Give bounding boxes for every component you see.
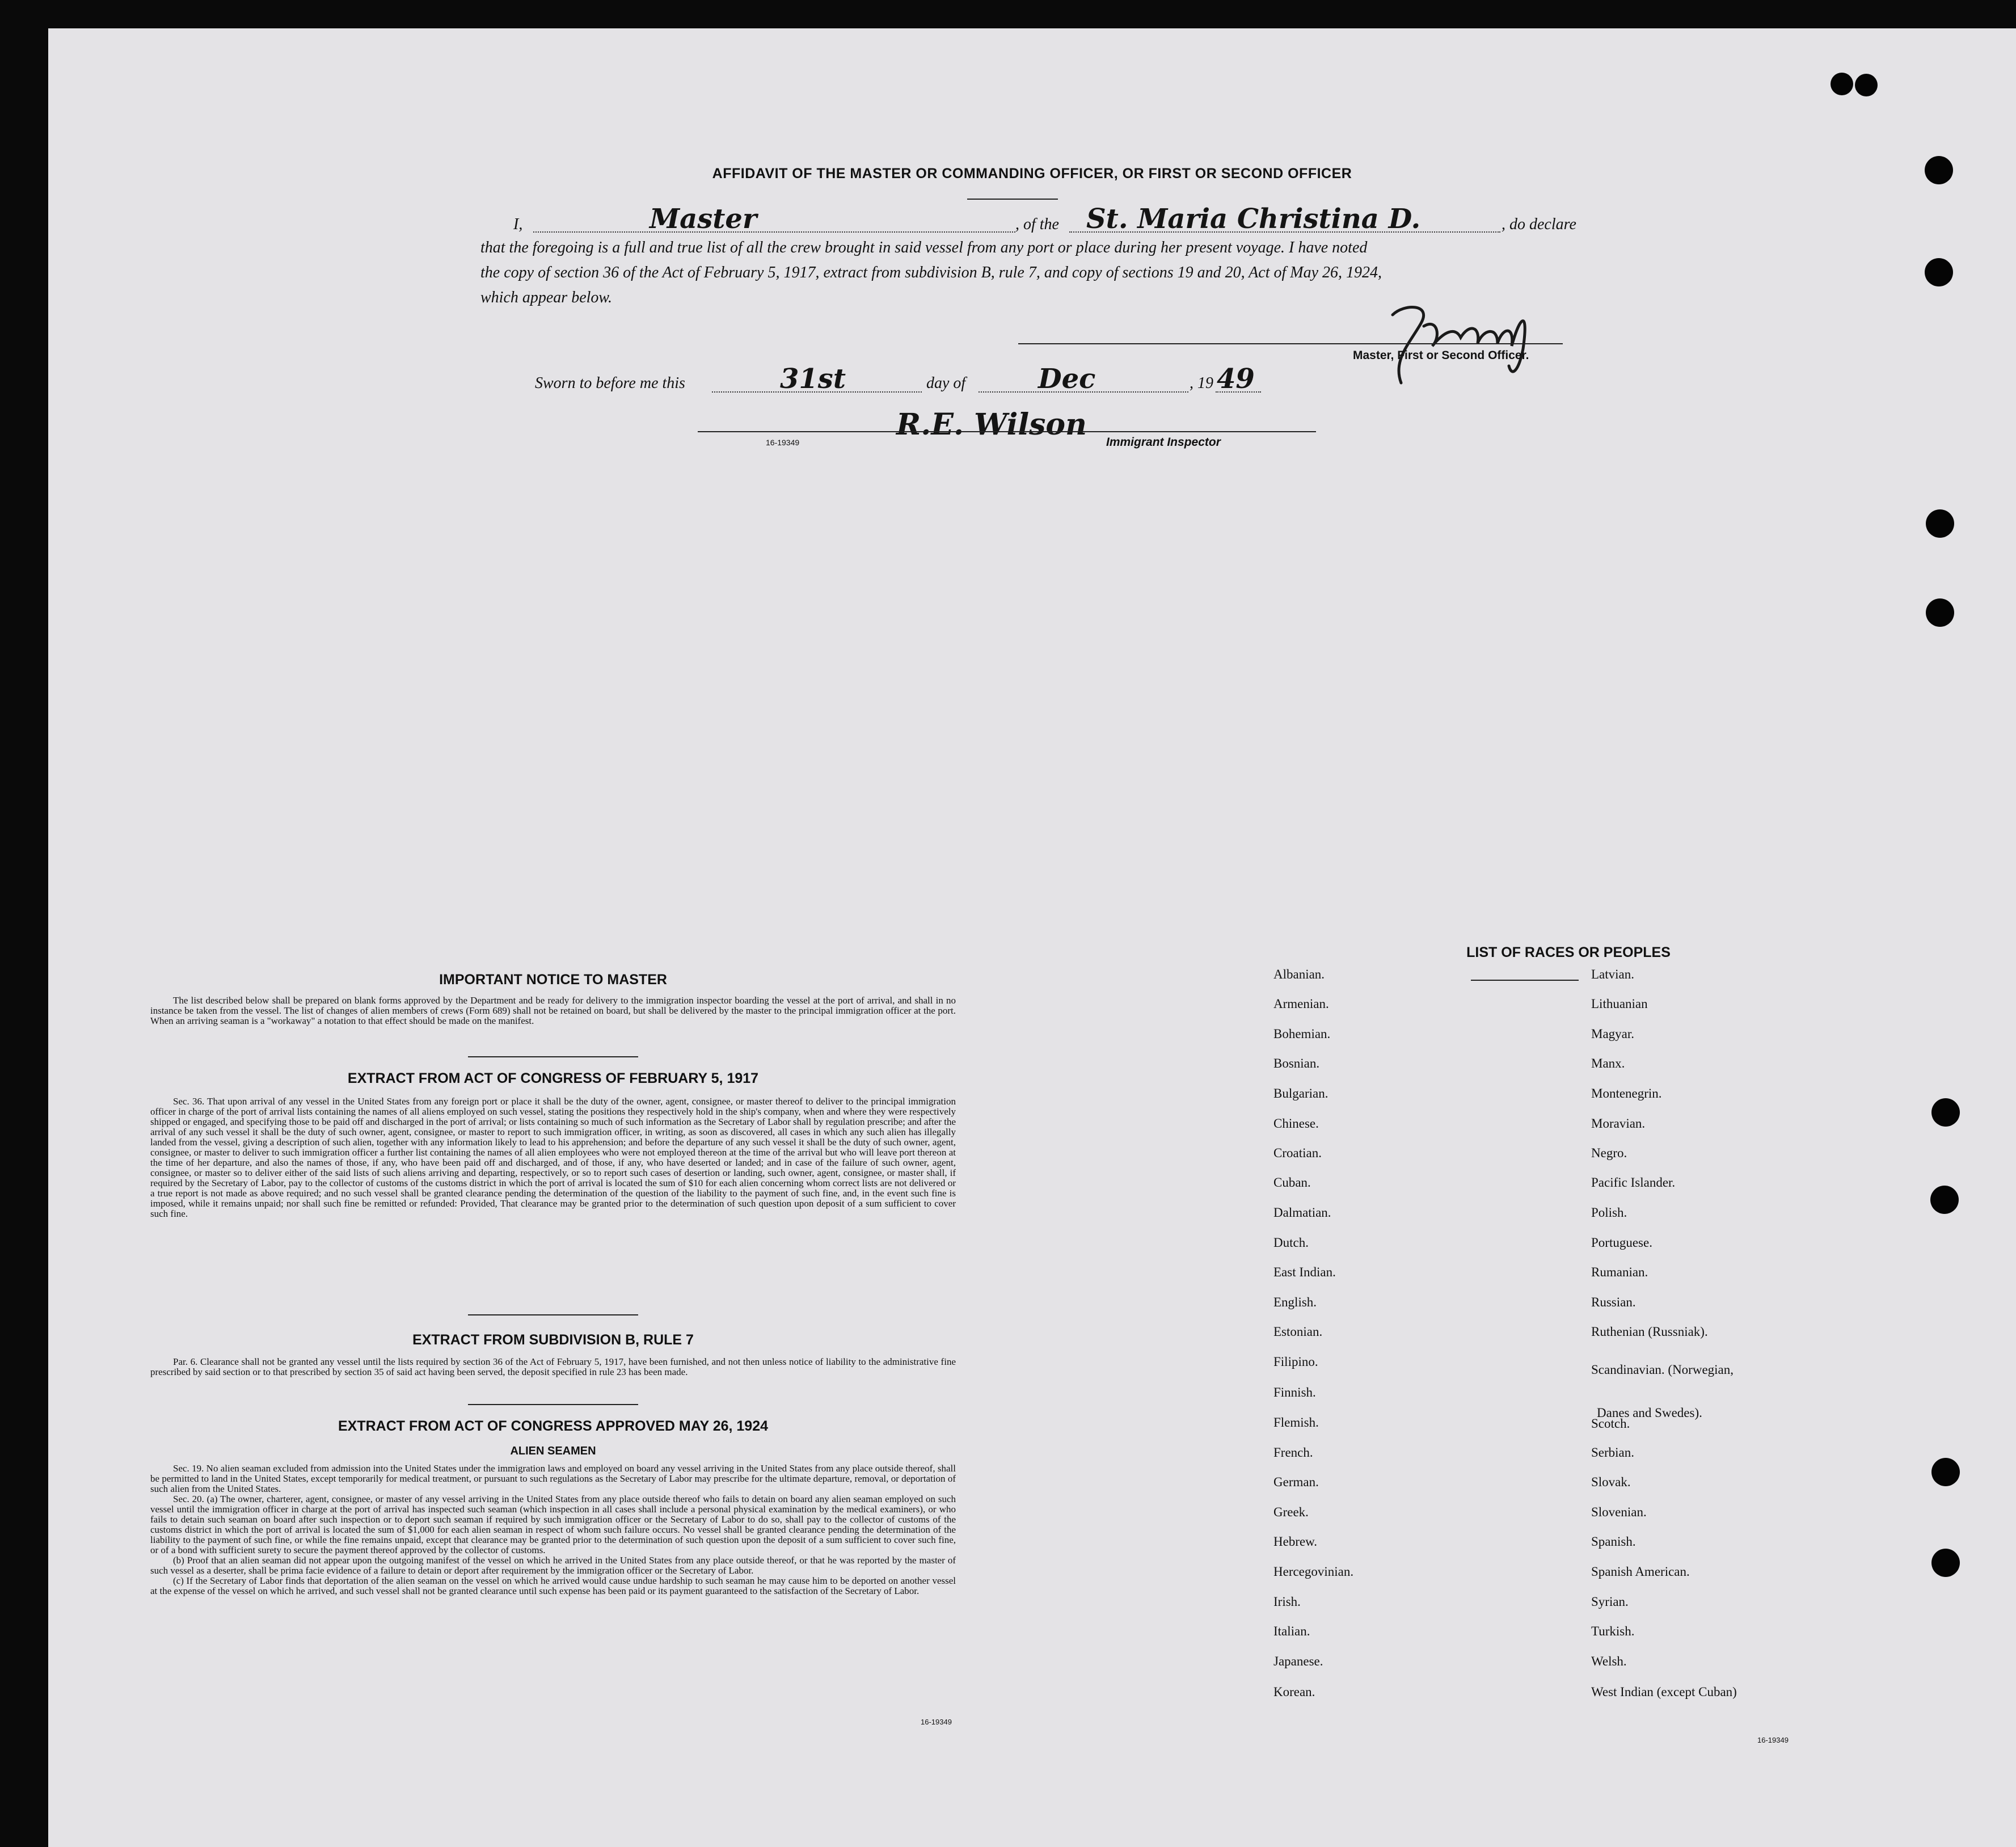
race-item: Lithuanian	[1591, 997, 1648, 1011]
divider	[468, 1314, 638, 1315]
race-item: Dalmatian.	[1273, 1205, 1331, 1220]
race-item: Latvian.	[1591, 967, 1634, 981]
notice-paragraph: The list described below shall be prepared on blank forms approved by the Department and be ready for delivery to the immigration inspector boarding the vessel at the port of arrival, and shall in no instance be taken from the vessel. The list of changes of alien members of crews (Form 689) shall not be retained on board, but shall be delivered by the master to the principal immigration officer at the port. When an arriving seaman is a "workaway" a notation to that effect should be made on the manifest.	[150, 995, 956, 1026]
race-item: Hebrew.	[1273, 1534, 1318, 1549]
signer-caption: Master, First or Second Officer.	[1353, 349, 1529, 362]
race-item: Montenegrin.	[1591, 1086, 1662, 1100]
race-item: Albanian.	[1273, 967, 1325, 981]
race-item: Korean.	[1273, 1685, 1315, 1699]
race-item: Manx.	[1591, 1056, 1625, 1070]
extract-rule7-title: EXTRACT FROM SUBDIVISION B, RULE 7	[412, 1332, 694, 1348]
race-item: Portuguese.	[1591, 1235, 1652, 1250]
day-of-label: day of	[926, 374, 966, 392]
punch-hole	[1926, 509, 1954, 538]
affidavit-line: the copy of section 36 of the Act of February 5, 1917, extract from subdivision B, rule 7, and copy of sections 19 and 20, Act of May 26, 1924,	[480, 264, 1382, 281]
race-item: Cuban.	[1273, 1175, 1311, 1190]
fill-line	[1216, 391, 1261, 393]
race-item: Bosnian.	[1273, 1056, 1320, 1070]
race-item: Pacific Islander.	[1591, 1175, 1676, 1190]
race-item: Spanish American.	[1591, 1565, 1690, 1579]
divider	[468, 1056, 638, 1057]
race-item: French.	[1273, 1445, 1313, 1460]
month-handwritten: Dec	[1038, 363, 1096, 395]
form-number: 16-19349	[766, 438, 800, 447]
extract-1917-text	[150, 1097, 956, 1219]
day-handwritten: 31st	[780, 363, 846, 395]
year-prefix: , 19	[1190, 374, 1213, 392]
race-item: East Indian.	[1273, 1265, 1336, 1279]
fill-line	[533, 231, 1015, 233]
inspector-handwritten: R.E. Wilson	[896, 407, 1087, 442]
race-item: Armenian.	[1273, 997, 1329, 1011]
race-item: Serbian.	[1591, 1445, 1635, 1460]
extract-paragraph: Sec. 36. That upon arrival of any vessel in the United States from any foreign port or place it shall be the duty of the owner, agent, consignee, or master thereof to deliver to the principal immigration officer in charge of the port of arrival lists containing the names of all aliens employed on such vessel, stating the positions they respectively hold in the ship's company, when and where they were respectively shipped or engaged, and specifying those to be paid off and discharged in the port of arrival; or lists containing so much of such information as the Secretary of Labor shall by regulation prescribe; and after the arrival of any such vessel it shall be the duty of such owner, agent, consignee, or master to report to such immigration officer, in writing, as soon as discovered, all cases in which any such alien has illegally landed from the vessel, giving a description of such alien, together with any information likely to lead to his apprehension; and before the departure of any such vessel it shall be the duty of such owner, agent, consignee, or master to deliver to such immigration officer a further list containing the names of all alien employees who were not employed thereon at the time of the arrival but who will leave port thereon at the time of her departure, and also the names of those, if any, who have been paid off and discharged, and of those, if any, who have deserted or landed; and in case of the failure of such owner, agent, consignee, or master so to deliver either of the said lists of such aliens arriving and departing, respectively, or so to report such cases of desertion or landing, such owner, agent, consignee, or master shall, if required by the Secretary of Labor, pay to the collector of customs of the customs district in which the port of arrival is located the sum of $10 for each alien concerning whom correct lists are not delivered or a true report is not made as above required; and no such vessel shall be granted clearance pending the determination of the question of the liability to the payment of such fine, and, in the event such fine is imposed, while it remains unpaid; nor shall such fine be remitted or refunded: Provided, That clearance may be granted prior to the determination of such question upon deposit of a sum sufficient to cover such fine.	[150, 1096, 956, 1219]
race-item: Spanish.	[1591, 1534, 1636, 1549]
form-number: 16-19349	[1757, 1736, 1789, 1744]
punch-hole	[1931, 1458, 1960, 1486]
race-item: Croatian.	[1273, 1146, 1322, 1160]
form-number: 16-19349	[921, 1718, 952, 1726]
race-item: Hercegovinian.	[1273, 1565, 1354, 1579]
race-item: Scandinavian. (Norwegian,	[1591, 1363, 1734, 1377]
punch-hole	[1855, 74, 1878, 96]
race-item: Italian.	[1273, 1624, 1310, 1638]
race-item: Greek.	[1273, 1505, 1309, 1519]
race-item: Danes and Swedes).	[1597, 1406, 1702, 1420]
race-item: West Indian (except Cuban)	[1591, 1685, 1737, 1699]
race-item: Russian.	[1591, 1295, 1636, 1309]
affidavit-i-label: I,	[513, 216, 523, 233]
of-the-label: , of the	[1015, 216, 1059, 233]
race-item: Filipino.	[1273, 1355, 1318, 1369]
race-item: Bulgarian.	[1273, 1086, 1328, 1100]
race-item: Bohemian.	[1273, 1027, 1331, 1041]
do-declare-label: , do declare	[1502, 216, 1576, 233]
punch-hole	[1930, 1186, 1959, 1214]
race-item: Irish.	[1273, 1595, 1301, 1609]
race-item: Scotch.	[1591, 1416, 1630, 1431]
affidavit-title: AFFIDAVIT OF THE MASTER OR COMMANDING OFFICER, OR FIRST OR SECOND OFFICER	[712, 166, 1352, 182]
notice-text	[150, 996, 956, 1026]
race-item: Estonian.	[1273, 1325, 1323, 1339]
extract-paragraph: (b) Proof that an alien seaman did not appear upon the outgoing manifest of the vessel on which he arrived in the United States from any place outside thereof, or that he was reported by the master of such vessel as a deserter, shall be prima facie evidence of a failure to detain or deport after requirement by the immigration officer or the Secretary of Labor.	[150, 1555, 956, 1576]
sworn-label: Sworn to before me this	[535, 374, 685, 392]
punch-hole	[1931, 1098, 1960, 1127]
divider	[967, 199, 1058, 200]
inspector-caption: Immigrant Inspector	[1106, 436, 1221, 449]
extract-paragraph: Sec. 19. No alien seaman excluded from admission into the United States under the immigration laws and employed on board any vessel arriving in the United States from any place outside thereof, shall be permitted to land in the United States, except temporarily for medical treatment, or pursuant to such regulations as the Secretary of Labor may prescribe for the ultimate departure, removal, or deportation of such alien from the United States.	[150, 1463, 956, 1494]
year-handwritten: 49	[1217, 363, 1255, 395]
signature-line	[1018, 343, 1563, 344]
race-item: Chinese.	[1273, 1116, 1319, 1131]
extract-1917-title: EXTRACT FROM ACT OF CONGRESS OF FEBRUARY 5, 1917	[347, 1070, 759, 1086]
race-item: Flemish.	[1273, 1415, 1319, 1429]
affidavit-line: that the foregoing is a full and true list of all the crew brought in said vessel from any port or place during her present voyage. I have noted	[480, 239, 1368, 256]
extract-1924-text	[150, 1464, 956, 1596]
extract-rule7-text	[150, 1357, 956, 1377]
race-item: Slovenian.	[1591, 1505, 1647, 1519]
race-item: Syrian.	[1591, 1595, 1629, 1609]
extract-paragraph: (c) If the Secretary of Labor finds that deportation of the alien seaman on the vessel on which he arrived would cause undue hardship to such seaman he may cause him to be deported on another vessel at the expense of the vessel on which he arrived, and such vessel shall not be granted clearance until such expense has been paid or its payment guaranteed to the satisfaction of the Secretary of Labor.	[150, 1575, 956, 1596]
race-item: Magyar.	[1591, 1027, 1635, 1041]
vessel-handwritten: St. Maria Christina D.	[1086, 203, 1421, 235]
punch-hole	[1831, 73, 1853, 95]
divider	[1471, 980, 1579, 981]
extract-paragraph: Sec. 20. (a) The owner, charterer, agent, consignee, or master of any vessel arriving in the United States from any place outside thereof who fails to detain on board any alien seaman employed on such vessel until the immigration officer in charge at the port of arrival has inspected such seaman (which inspection in all cases shall include a personal physical examination by the medical examiners), or who fails to detain such seaman on board after such inspection or to deport such seaman if required by such immigration officer or the Secretary of Labor to do so, shall pay to the collector of customs of the customs district in which the port of arrival is located the sum of $1,000 for each alien seaman in respect of whom such failure occurs. No vessel shall be granted clearance pending the determination of the liability to the payment of such fine, or while the fine remains unpaid, except that clearance may be granted prior to the determination of such question upon the deposit of a sum sufficient to cover such fine, or of a bond with sufficient surety to secure the payment thereof approved by the collector of customs.	[150, 1494, 956, 1555]
affidavit-line: which appear below.	[480, 289, 613, 306]
punch-hole	[1931, 1549, 1960, 1577]
races-title: LIST OF RACES OR PEOPLES	[1466, 944, 1671, 960]
race-item: Ruthenian (Russniak).	[1591, 1325, 1708, 1339]
race-item: Japanese.	[1273, 1654, 1323, 1668]
officer-handwritten: Master	[649, 203, 757, 235]
race-item: Dutch.	[1273, 1235, 1309, 1250]
notice-title: IMPORTANT NOTICE TO MASTER	[439, 972, 667, 988]
punch-hole	[1925, 258, 1953, 286]
extract-1924-title: EXTRACT FROM ACT OF CONGRESS APPROVED MAY 26, 1924	[338, 1418, 769, 1434]
race-item: Welsh.	[1591, 1654, 1627, 1668]
fill-line	[1069, 231, 1500, 233]
race-item: Turkish.	[1591, 1624, 1635, 1638]
race-item: Polish.	[1591, 1205, 1627, 1220]
race-item: Finnish.	[1273, 1385, 1316, 1399]
race-item: Moravian.	[1591, 1116, 1646, 1131]
document-page	[48, 28, 2016, 1847]
race-item: Negro.	[1591, 1146, 1627, 1160]
extract-1924-subtitle: ALIEN SEAMEN	[510, 1445, 596, 1457]
race-item: Slovak.	[1591, 1475, 1631, 1489]
race-item: German.	[1273, 1475, 1319, 1489]
extract-paragraph: Par. 6. Clearance shall not be granted any vessel until the lists required by section 36 of the Act of February 5, 1917, have been furnished, and not then unless notice of liability to the administrative fine prescribed by said section or to that prescribed by section 35 of said act having been served, the deposit specified in rule 23 has been made.	[150, 1356, 956, 1377]
divider	[468, 1404, 638, 1405]
inspector-line	[698, 431, 1316, 432]
punch-hole	[1926, 598, 1954, 627]
race-item: English.	[1273, 1295, 1317, 1309]
race-item: Rumanian.	[1591, 1265, 1648, 1279]
